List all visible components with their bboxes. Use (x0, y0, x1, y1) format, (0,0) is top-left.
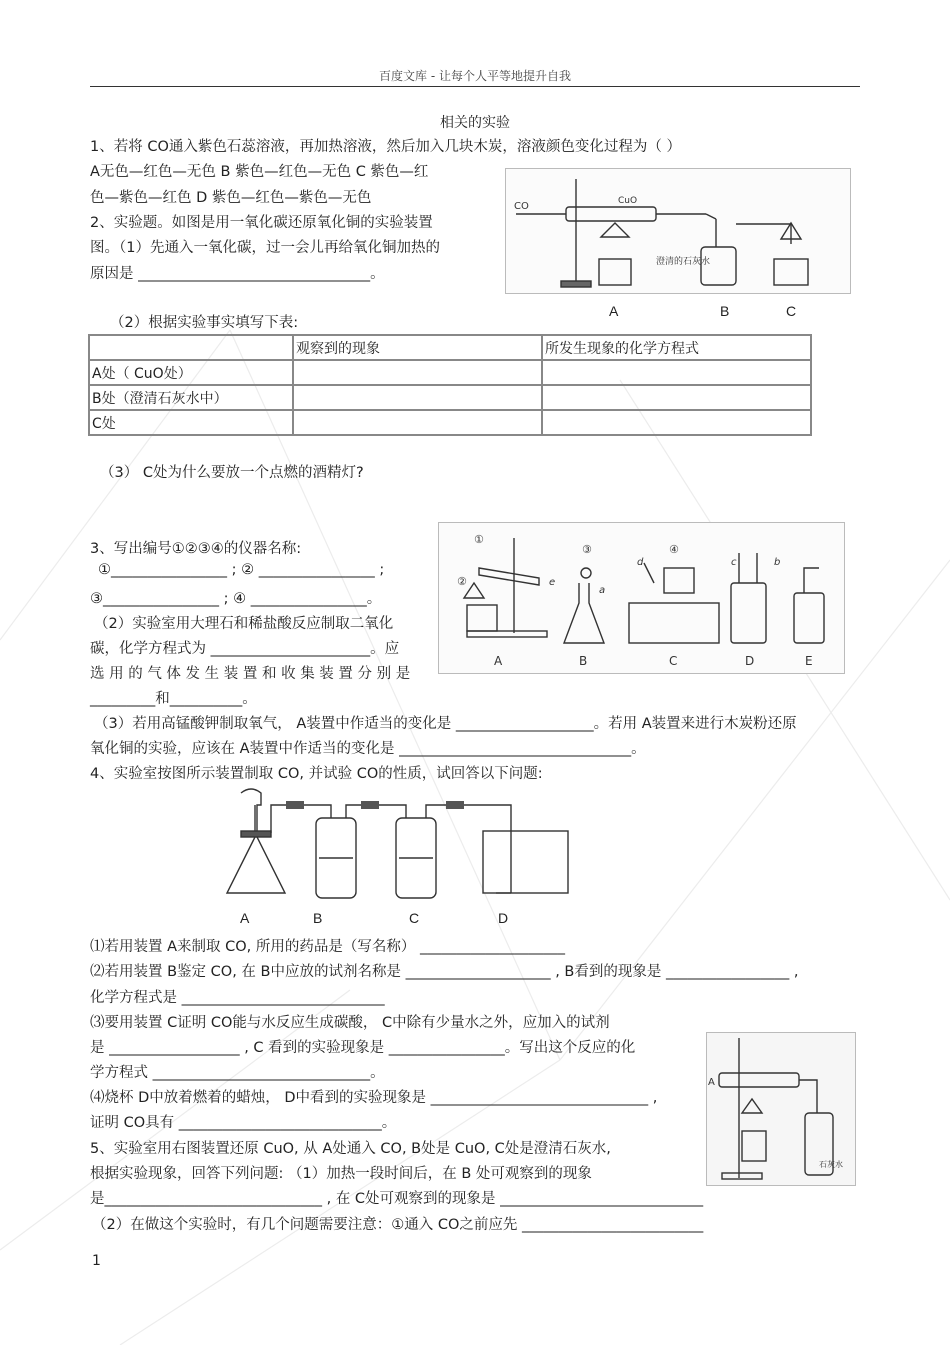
q2-line-5: （3） C处为什么要放一个点燃的酒精灯? (100, 465, 364, 481)
q4-line-5: ⑶要用装置 C证明 CO能与水反应生成碳酸， C中除有少量水之外，应加入的试剂 (90, 1015, 610, 1031)
table-cell: A处（ CuO处） (89, 360, 293, 385)
fig2-label-b: B (579, 654, 588, 668)
table-cell[interactable] (293, 385, 542, 410)
q2-line-3: 原因是 ________________________________。 (90, 266, 385, 282)
q2-line-4: （2）根据实验事实填写下表: (110, 315, 299, 331)
q3-line-5: 碳，化学方程式为 ______________________。应 (90, 641, 400, 657)
fig3-label-b: B (313, 910, 323, 926)
q1-line-2: A无色—红色—无色 B 紫色—红色—无色 C 紫色—红 (90, 164, 429, 180)
fig2-mark-a: a (599, 585, 606, 596)
q5-line-4: （2）在做这个实验时，有几个问题需要注意：①通入 CO之前应先 _________________________ (92, 1217, 704, 1233)
fig1-label-c: C (786, 303, 797, 319)
q5-line-1: 5、实验室用右图装置还原 CuO, 从 A处通入 CO, B处是 CuO, C处是澄清石灰水, (90, 1141, 611, 1157)
page-number: 1 (92, 1253, 101, 1269)
table-cell: B处（澄清石灰水中） (89, 385, 293, 410)
q4-line-1: 4、实验室按图所示装置制取 CO, 并试验 CO的性质，试回答以下问题: (90, 766, 543, 782)
fig2-label-e: E (805, 654, 813, 668)
fig2-mark-1: ① (474, 533, 484, 546)
table-header-cell (89, 335, 293, 360)
fig1-limewater-label: 澄清的石灰水 (656, 257, 711, 267)
figure-lab-apparatus (438, 522, 845, 674)
fig4-limewater-label: 石灰水 (819, 1160, 843, 1169)
table-cell[interactable] (293, 360, 542, 385)
q3-line-4: （2）实验室用大理石和稀盐酸反应制取二氧化 (94, 616, 394, 632)
q4-line-3: ⑵若用装置 B鉴定 CO, 在 B中应放的试剂名称是 ____________________ , B看到的现象是 _________________ , (90, 964, 799, 980)
table-row (89, 360, 811, 385)
fig2-mark-2: ② (457, 575, 467, 588)
header-rule (90, 86, 860, 87)
q5-line-3: 是______________________________ , 在 C处可观察到的现象是 ____________________________ (90, 1191, 704, 1207)
observation-table (88, 334, 812, 436)
q1-line-1: 1、若将 CO通入紫色石蕊溶液，再加热溶液，然后加入几块木炭，溶液颜色变化过程为（ ） (90, 139, 681, 155)
fig2-mark-e: e (549, 577, 556, 588)
q4-line-7: 学方程式 ______________________________。 (90, 1065, 385, 1081)
table-cell[interactable] (542, 385, 811, 410)
fig4-label-a: A (708, 1077, 715, 1088)
figure-cuo-reduction (706, 1032, 856, 1186)
q3-line-9: 氧化铜的实验，应该在 A装置中作适当的变化是 ________________________________。 (90, 741, 646, 757)
table-header-cell: 所发生现象的化学方程式 (542, 335, 811, 360)
fig2-mark-3: ③ (582, 543, 592, 556)
table-cell[interactable] (542, 410, 811, 435)
table-header-cell: 观察到的现象 (293, 335, 542, 360)
q4-line-6: 是 __________________ , C 看到的实验现象是 ________________。写出这个反应的化 (90, 1040, 636, 1056)
q5-line-2: 根据实验现象，回答下列问题: （1）加热一段时间后，在 B 处可观察到的现象 (90, 1166, 592, 1182)
page-header: 百度文库 - 让每个人平等地提升自我 (379, 69, 571, 83)
page-title: 相关的实验 (440, 115, 510, 131)
q4-line-2: ⑴若用装置 A来制取 CO, 所用的药品是（写名称） ____________________ (90, 939, 566, 955)
q4-line-8: ⑷烧杯 D中放着燃着的蜡烛， D中看到的实验现象是 ______________________________ , (90, 1090, 658, 1106)
figure-co2-apparatus (220, 782, 572, 904)
fig2-mark-4: ④ (669, 543, 679, 556)
fig3-label-d: D (498, 910, 509, 926)
q3-line-6: 选 用 的 气 体 发 生 装 置 和 收 集 装 置 分 别 是 (90, 666, 411, 682)
q3-line-8: （3）若用高锰酸钾制取氧气， A装置中作适当的变化是 ___________________。若用 A装置来进行木炭粉还原 (94, 716, 797, 732)
table-row (89, 385, 811, 410)
fig1-co-label: CO (514, 201, 529, 212)
q2-line-2: 图。（1）先通入一氧化碳，过一会儿再给氧化铜加热的 (90, 240, 440, 256)
table-cell[interactable] (293, 410, 542, 435)
table-cell: C处 (89, 410, 293, 435)
fig2-mark-b: b (774, 557, 781, 568)
fig1-label-b: B (720, 303, 730, 319)
q1-line-3: 色—紫色—红色 D 紫色—红色—紫色—无色 (90, 190, 372, 206)
table-row (89, 410, 811, 435)
q3-line-1: 3、写出编号①②③④的仪器名称: (90, 541, 302, 557)
fig2-mark-d: d (637, 557, 644, 568)
q2-line-1: 2、实验题。如图是用一氧化碳还原氧化铜的实验装置 (90, 215, 433, 231)
q4-line-4: 化学方程式是 ____________________________ (90, 990, 385, 1006)
fig2-mark-c: c (731, 557, 737, 568)
fig1-label-a: A (609, 303, 619, 319)
table-header-row (89, 335, 811, 360)
fig2-label-d: D (745, 654, 755, 668)
fig2-label-c: C (669, 654, 678, 668)
q3-line-3: ③________________ ; ④ ________________。 (90, 591, 382, 607)
q3-line-7: _________和__________。 (90, 691, 257, 707)
table-cell[interactable] (542, 360, 811, 385)
fig3-label-c: C (409, 910, 420, 926)
figure-co-reduction-apparatus (505, 168, 851, 294)
q3-line-2: ①________________ ; ② ________________ ; (98, 562, 385, 578)
q4-line-9: 证明 CO具有 ____________________________。 (90, 1115, 397, 1131)
fig1-cuo-label: CuO (618, 196, 638, 206)
fig2-label-a: A (494, 654, 503, 668)
fig3-label-a: A (240, 910, 250, 926)
